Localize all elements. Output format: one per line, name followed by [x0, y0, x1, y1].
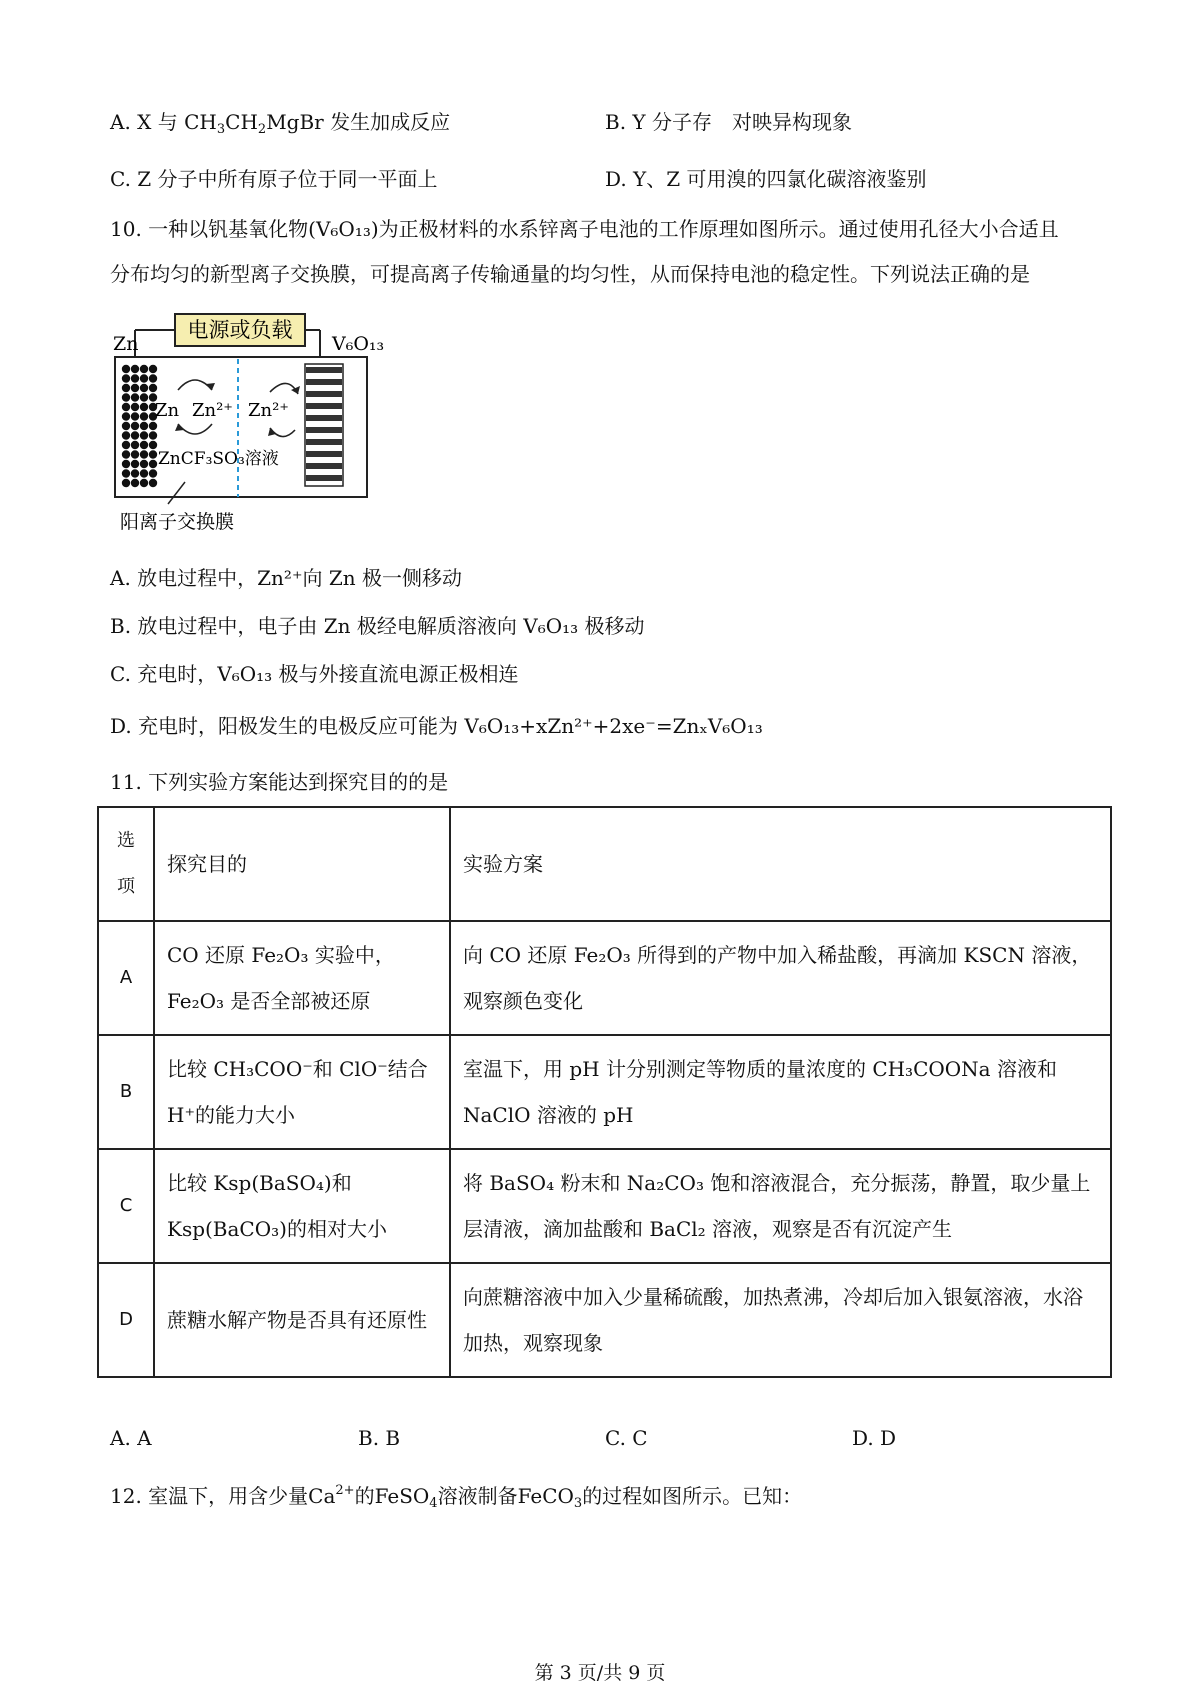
- zn-electrode-dot: [140, 374, 148, 382]
- zn-electrode-dot: [131, 384, 139, 392]
- zn-electrode-dot: [131, 469, 139, 477]
- table-row: [98, 921, 1111, 1035]
- v6o13-stripe: [306, 367, 342, 373]
- zn-electrode-dot: [122, 365, 130, 373]
- q9-option-d: D. Y、Z 可用溴的四氯化碳溶液鉴别: [605, 167, 927, 191]
- zn-electrode-dot: [131, 365, 139, 373]
- zn-electrode-dot: [131, 403, 139, 411]
- q10-option-b: B. 放电过程中，电子由 Zn 极经电解质溶液向 V₆O₁₃ 极移动: [110, 614, 645, 638]
- row-purpose: 比较 CH₃COO⁻和 ClO⁻结合 H⁺的能力大小: [154, 1035, 450, 1149]
- zn-electrode-dot: [131, 441, 139, 449]
- zn-electrode-dot: [131, 422, 139, 430]
- v6o13-stripe: [306, 379, 342, 385]
- row-purpose: 蔗糖水解产物是否具有还原性: [154, 1263, 450, 1377]
- zn-electrode-dot: [131, 412, 139, 420]
- zn-electrode-dot: [149, 450, 157, 458]
- zn-electrode-dot: [122, 469, 130, 477]
- zn-electrode-dot: [122, 450, 130, 458]
- arrow-zn-reduction: [178, 424, 212, 434]
- row-label: C: [98, 1149, 154, 1263]
- zn-electrode-dot: [149, 469, 157, 477]
- grignard-formula: $CH_3CH_2MgBr$: [184, 110, 324, 137]
- zn-electrode-dot: [122, 384, 130, 392]
- zn-electrode-dot: [149, 365, 157, 373]
- zn-electrode-dot: [149, 422, 157, 430]
- row-purpose: CO 还原 Fe₂O₃ 实验中，Fe₂O₃ 是否全部被还原: [154, 921, 450, 1035]
- zn-electrode-dot: [122, 403, 130, 411]
- zn-electrode-dot: [140, 384, 148, 392]
- row-label: D: [98, 1263, 154, 1377]
- header-option: 选项: [98, 807, 154, 921]
- zn-electrode-label: Zn: [113, 333, 139, 355]
- zn-electrode-dot: [131, 450, 139, 458]
- v6o13-stripe: [306, 475, 342, 481]
- membrane-label: 阳离子交换膜: [120, 511, 235, 533]
- zn-electrode-dot: [140, 441, 148, 449]
- v6o13-electrode-label: V₆O₁₃: [332, 333, 385, 355]
- q10-option-a: A. 放电过程中，Zn²⁺向 Zn 极一侧移动: [110, 566, 463, 590]
- q10-option-d: D. 充电时，阳极发生的电极反应可能为 V₆O₁₃+xZn²⁺+2xe⁻=ZnₓV₆O₁₃: [110, 714, 763, 738]
- q9-option-c: C. Z 分子中所有原子位于同一平面上: [110, 167, 438, 191]
- v6o13-stripe: [306, 463, 342, 469]
- q9-option-a: A. X 与 $CH_3CH_2MgBr$ 发生加成反应: [110, 110, 451, 137]
- zn-electrode-dot: [131, 393, 139, 401]
- q10-option-c: C. 充电时，V₆O₁₃ 极与外接直流电源正极相连: [110, 662, 519, 686]
- zn-electrode-dot: [149, 384, 157, 392]
- row-label: A: [98, 921, 154, 1035]
- ca-ion-formula: $Ca^{2+}$: [308, 1483, 355, 1508]
- zn-electrode-dot: [140, 460, 148, 468]
- zn-electrode-dot: [122, 460, 130, 468]
- table-row: [98, 1035, 1111, 1149]
- table-header-row: [98, 807, 1111, 921]
- row-plan: 向 CO 还原 Fe₂O₃ 所得到的产物中加入稀盐酸，再滴加 KSCN 溶液，观察颜色变化: [450, 921, 1111, 1035]
- q10-stem-line1: 10. 一种以钒基氧化物(V₆O₁₃)为正极材料的水系锌离子电池的工作原理如图所示。通过使用孔径大小合适且: [110, 217, 1059, 241]
- q11-answer-d: D. D: [852, 1426, 897, 1450]
- zn-electrode-dot: [131, 374, 139, 382]
- row-plan: 向蔗糖溶液中加入少量稀硫酸，加热煮沸，冷却后加入银氨溶液，水浴加热，观察现象: [450, 1263, 1111, 1377]
- zn-electrode-dot: [140, 412, 148, 420]
- row-plan: 将 BaSO₄ 粉末和 Na₂CO₃ 饱和溶液混合，充分振荡，静置，取少量上层清液，滴加盐酸和 BaCl₂ 溶液，观察是否有沉淀产生: [450, 1149, 1111, 1263]
- feco3-formula: FeCO$_3$: [517, 1484, 583, 1511]
- table-row: [98, 1149, 1111, 1263]
- zn-electrode-dot: [140, 365, 148, 373]
- row-purpose: 比较 Ksp(BaSO₄)和 Ksp(BaCO₃)的相对大小: [154, 1149, 450, 1263]
- zn-electrode-dot: [149, 431, 157, 439]
- v6o13-stripe: [306, 403, 342, 409]
- zn-electrode-dot: [140, 450, 148, 458]
- zn-electrode-dot: [122, 374, 130, 382]
- q9-option-b: B. Y 分子存 对映异构现象: [605, 110, 852, 134]
- zn-electrode-dot: [149, 460, 157, 468]
- zn-atom-label: Zn: [155, 400, 180, 421]
- q11-answer-a: A. A: [110, 1426, 152, 1450]
- zn-electrode-dot: [140, 431, 148, 439]
- page-footer: 第 3 页/共 9 页: [534, 1662, 666, 1684]
- zn-electrode-dot: [149, 479, 157, 487]
- row-label: B: [98, 1035, 154, 1149]
- zn-ion-label-left: Zn²⁺: [192, 400, 233, 421]
- zn-electrode-dot: [122, 393, 130, 401]
- feso4-formula: FeSO$_4$: [374, 1484, 438, 1511]
- header-plan: 实验方案: [450, 807, 1111, 921]
- zn-electrode-dot: [149, 441, 157, 449]
- zn-electrode-dot: [140, 403, 148, 411]
- arrow-ion-insertion: [270, 383, 298, 394]
- experiment-table: [97, 806, 1112, 1378]
- zn-electrode-dot: [140, 479, 148, 487]
- zn-electrode-dot: [140, 393, 148, 401]
- v6o13-stripe: [306, 415, 342, 421]
- v6o13-stripe: [306, 427, 342, 433]
- q11-answer-c: C. C: [605, 1426, 648, 1450]
- v6o13-stripe: [306, 391, 342, 397]
- membrane-pointer: [168, 482, 185, 504]
- zn-electrode-dot: [122, 431, 130, 439]
- row-plan: 室温下，用 pH 计分别测定等物质的量浓度的 CH₃COONa 溶液和 NaClO 溶液的 pH: [450, 1035, 1111, 1149]
- q11-answer-b: B. B: [358, 1426, 401, 1450]
- table-row: [98, 1263, 1111, 1377]
- zn-electrode-dot: [140, 422, 148, 430]
- zn-electrode-dot: [122, 412, 130, 420]
- v6o13-stripe: [306, 451, 342, 457]
- zn-electrode-dot: [131, 479, 139, 487]
- zn-electrode-dot: [122, 441, 130, 449]
- q11-stem: 11. 下列实验方案能达到探究目的的是: [110, 770, 449, 794]
- zn-electrode-dot: [140, 469, 148, 477]
- zn-electrode-dot: [131, 431, 139, 439]
- zn-electrode-dot: [122, 479, 130, 487]
- header-purpose: 探究目的: [154, 807, 450, 921]
- solution-label: ZnCF₃SO₃溶液: [158, 449, 279, 469]
- arrow-zn-oxidation: [178, 380, 212, 390]
- v6o13-stripe: [306, 439, 342, 445]
- zn-ion-label-right: Zn²⁺: [248, 400, 289, 421]
- zn-electrode: [122, 365, 157, 487]
- zn-electrode-dot: [149, 374, 157, 382]
- battery-diagram-svg: [110, 312, 410, 542]
- power-load-label: 电源或负载: [187, 318, 293, 342]
- zn-electrode-dot: [122, 422, 130, 430]
- battery-diagram: [110, 312, 410, 542]
- q12-stem: 12. 室温下，用含少量$Ca^{2+}$的FeSO$_4$溶液制备FeCO$_3$的过程如图所示。已知：: [110, 1483, 803, 1511]
- zn-electrode-dot: [131, 460, 139, 468]
- q10-stem-line2: 分布均匀的新型离子交换膜，可提高离子传输通量的均匀性，从而保持电池的稳定性。下列说法正确的是: [110, 262, 1030, 286]
